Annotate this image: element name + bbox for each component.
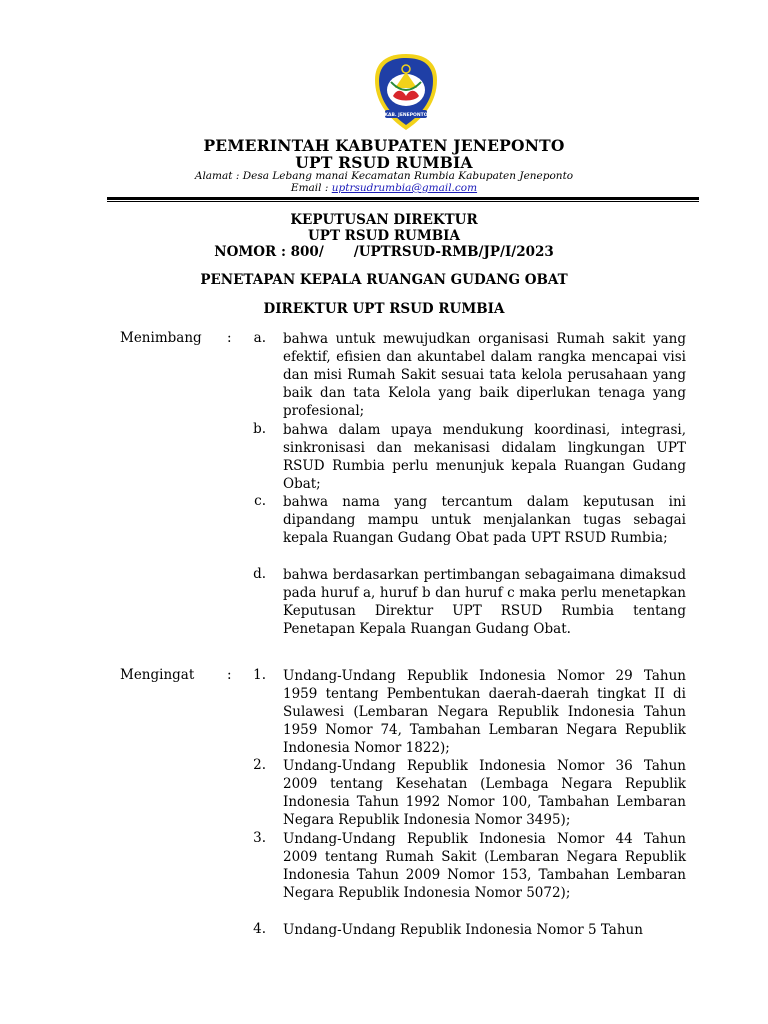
header-rule-thin xyxy=(107,201,699,202)
menimbang-item-a: bahwa untuk mewujudkan organisasi Rumah sakit yang efektif, efisien dan akuntabel dalam rangka mencapai visi dan misi Rumah Sakit sesuai tata kelola perusahaan yang baik dan tata Kelola yang baik diperlukan tenaga yang profesional; xyxy=(283,331,686,419)
menimbang-mark-d: d. xyxy=(253,566,266,582)
decree-number-prefix: NOMOR : 800/ xyxy=(214,244,324,260)
email-line xyxy=(0,182,768,194)
regency-emblem-logo xyxy=(373,52,439,132)
mengingat-item-2: Undang-Undang Republik Indonesia Nomor 36 Tahun 2009 tentang Kesehatan (Lembaga Negara Republik Indonesia Tahun 1992 Nomor 100, Tambahan Lembaran Negara Republik Indonesia Nomor 3495); xyxy=(283,758,686,828)
decree-issuer: DIREKTUR UPT RSUD RUMBIA xyxy=(263,301,505,317)
mengingat-mark-3: 3. xyxy=(253,830,266,846)
menimbang-item-d: bahwa berdasarkan pertimbangan sebagaimana dimaksud pada huruf a, huruf b dan huruf c maka perlu menetapkan Keputusan Direktur UPT RSUD Rumbia tentang Penetapan Kepala Ruangan Gudang Obat. xyxy=(283,567,686,637)
header-rule-thick xyxy=(107,197,699,200)
mengingat-colon: : xyxy=(227,667,232,683)
address-line: Alamat : Desa Lebang manai Kecamatan Rumbia Kabupaten Jeneponto xyxy=(194,170,574,182)
government-title: PEMERINTAH KABUPATEN JENEPONTO xyxy=(203,136,565,155)
email-link[interactable]: uptrsudrumbia@gmail.com xyxy=(331,182,478,194)
menimbang-item-c: bahwa nama yang tercantum dalam keputusan ini dipandang mampu untuk menjalankan tugas sebagai kepala Ruangan Gudang Obat pada UPT RSUD Rumbia; xyxy=(283,494,686,546)
mengingat-item-4: Undang-Undang Republik Indonesia Nomor 5 Tahun xyxy=(283,922,643,938)
menimbang-item-b: bahwa dalam upaya mendukung koordinasi, integrasi, sinkronisasi dan mekanisasi didalam lingkungan UPT RSUD Rumbia perlu menunjuk kepala Ruangan Gudang Obat; xyxy=(283,422,686,492)
logo-caption: KAB. JENEPONTO xyxy=(384,113,428,118)
email-label: Email : xyxy=(290,182,332,194)
decree-number xyxy=(0,244,768,260)
menimbang-mark-b: b. xyxy=(253,421,266,437)
menimbang-label: Menimbang xyxy=(120,330,202,346)
institution-title: UPT RSUD RUMBIA xyxy=(295,153,473,172)
mengingat-label: Mengingat xyxy=(120,667,195,683)
mengingat-mark-2: 2. xyxy=(253,757,266,773)
mengingat-item-1: Undang-Undang Republik Indonesia Nomor 29 Tahun 1959 tentang Pembentukan daerah-daerah tingkat II di Sulawesi (Lembaran Negara Republik Indonesia Tahun 1959 Nomor 74, Tambahan Lembaran Negara Republik Indonesia Nomor 1822); xyxy=(283,668,686,756)
decree-subject: PENETAPAN KEPALA RUANGAN GUDANG OBAT xyxy=(200,272,568,288)
menimbang-mark-c: c. xyxy=(254,493,266,509)
mengingat-mark-4: 4. xyxy=(253,921,266,937)
decree-org: UPT RSUD RUMBIA xyxy=(308,228,460,244)
mengingat-item-3: Undang-Undang Republik Indonesia Nomor 44 Tahun 2009 tentang Rumah Sakit (Lembaran Negara Republik Indonesia Tahun 2009 Nomor 153, Tambahan Lembaran Negara Republik Indonesia Nomor 5072); xyxy=(283,831,686,901)
menimbang-mark-a: a. xyxy=(253,330,266,346)
decree-title: KEPUTUSAN DIREKTUR xyxy=(290,212,478,228)
menimbang-colon: : xyxy=(227,330,232,346)
mengingat-mark-1: 1. xyxy=(253,667,266,683)
decree-number-suffix: /UPTRSUD-RMB/JP/I/2023 xyxy=(353,244,554,260)
